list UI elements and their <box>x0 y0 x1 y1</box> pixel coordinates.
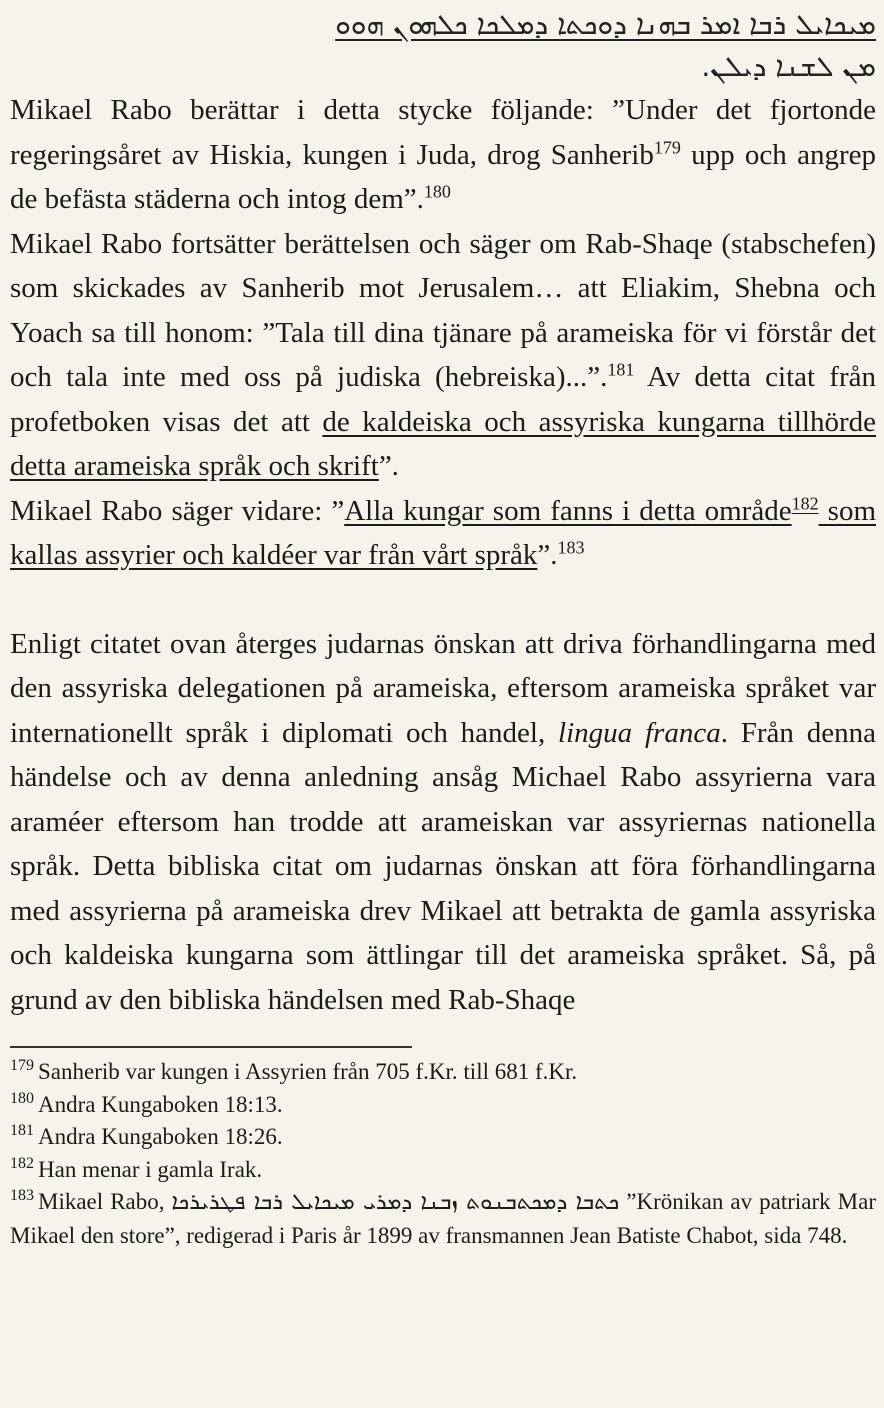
underlined-quote: som kallas assyrier och kaldéer var från vårt språk <box>10 494 877 571</box>
footnote-number: 180 <box>10 1089 34 1107</box>
footnote-number: 179 <box>10 1057 34 1075</box>
paragraph-4 <box>10 622 876 1023</box>
underlined-quote: Alla kungar som fanns i detta område <box>344 494 792 527</box>
footnote-text: ”Krönikan av patriark Mar Mikael den store”, redigerad i Paris år 1899 av fransmannen Jean Batiste Chabot, sida 748. <box>10 1189 876 1248</box>
footnote-ref-182[interactable]: 182 <box>791 492 819 513</box>
text-run: Enligt citatet ovan återges judarnas önskan att driva förhandlingarna med den assyriska delegationen på arameiska, eftersom arameiska språket var internationellt språk i diplomati och handel, <box>10 627 876 749</box>
footnote-180 <box>10 1089 876 1122</box>
footnote-ref-179[interactable]: 179 <box>653 136 681 157</box>
underlined-quote: de kaldeiska och assyriska kungarna tillhörde detta arameiska språk och skrift <box>10 405 877 482</box>
footnote-179 <box>10 1056 876 1089</box>
footnote-separator <box>10 1046 412 1048</box>
footnote-183 <box>10 1186 876 1252</box>
text-run: . Från denna händelse och av denna anledning ansåg Michael Rabo assyrierna vara araméer eftersom han trodde att arameiskan var assyriernas nationella språk. Detta bibliska citat om judarnas önskan att föra förhandlingarna med assyrierna på arameiska drev Mikael att betrakta de gamla assyriska och kaldeiska kungarna som ättlingar till det arameiska språket. Så, på grund av den bibliska händelsen med Rab-Shaqe <box>10 716 876 1016</box>
text-run: ”. <box>378 450 399 482</box>
paragraph-3 <box>10 489 876 578</box>
paragraph-2 <box>10 222 876 489</box>
footnote-ref-180[interactable]: 180 <box>423 181 451 202</box>
footnote-number: 182 <box>10 1154 34 1172</box>
footnote-text: Han menar i gamla Irak. <box>38 1156 263 1182</box>
paragraph-1 <box>10 88 876 222</box>
footnote-ref-183[interactable]: 183 <box>557 537 585 558</box>
footnote-number: 181 <box>10 1122 34 1140</box>
text-run: Av detta citat från profetboken visas det att <box>10 361 876 438</box>
body-text <box>10 88 876 1022</box>
text-run: upp och angrep de befästa städerna och intog dem”. <box>10 138 876 215</box>
syriac-title: ܟܬܒܐ ܕܡܟܬܒܢܘܬ ܙܒܢܐ ܕܡܪܝ ܡܝܟܐܝܠ ܪܒܐ ܦܛܪܝܪܟܐ <box>171 1190 620 1215</box>
footnote-number: 183 <box>10 1187 34 1205</box>
footnote-text: Andra Kungaboken 18:13. <box>38 1091 283 1117</box>
text-run: Mikael Rabo berättar i detta stycke följande: ”Under det fjortonde regeringsåret av Hiskia, kungen i Juda, drog Sanherib <box>10 94 876 171</box>
footnote-text: Mikael Rabo, <box>38 1189 172 1214</box>
text-run: Mikael Rabo säger vidare: ” <box>10 494 345 527</box>
syriac-heading-line-2: ܡܢ ܠܫܢܐ ܕܝܠܢ. <box>701 50 876 83</box>
text-run: ”. <box>537 539 558 571</box>
footnote-text: Sanherib var kungen i Assyrien från 705 f.Kr. till 681 f.Kr. <box>38 1059 578 1084</box>
footnotes <box>10 1056 876 1252</box>
paragraph-gap <box>10 578 876 622</box>
footnote-182 <box>10 1154 876 1187</box>
syriac-heading-line-1: ܡܝܟܐܝܠ ܪܒܐ ܐܡܪ ܒܗܢܐ ܕܘܟܬܐ ܕܡܠܟܐ ܟܠܗܘܢ ܗܘܘ <box>335 8 876 41</box>
footnote-ref-181[interactable]: 181 <box>607 359 635 380</box>
syriac-heading <box>10 0 876 88</box>
footnote-text: Andra Kungaboken 18:26. <box>38 1124 283 1149</box>
text-run: Mikael Rabo fortsätter berättelsen och säger om Rab-Shaqe (stabschefen) som skickades av Sanherib mot Jerusalem… att Eliakim, Shebna och Yoach sa till honom: ”Tala till dina tjänare på arameiska för vi förstår det och tala inte med oss på judiska (hebreiska)...”. <box>10 227 876 393</box>
footnote-181 <box>10 1121 876 1154</box>
italic-term: lingua franca <box>558 716 721 749</box>
